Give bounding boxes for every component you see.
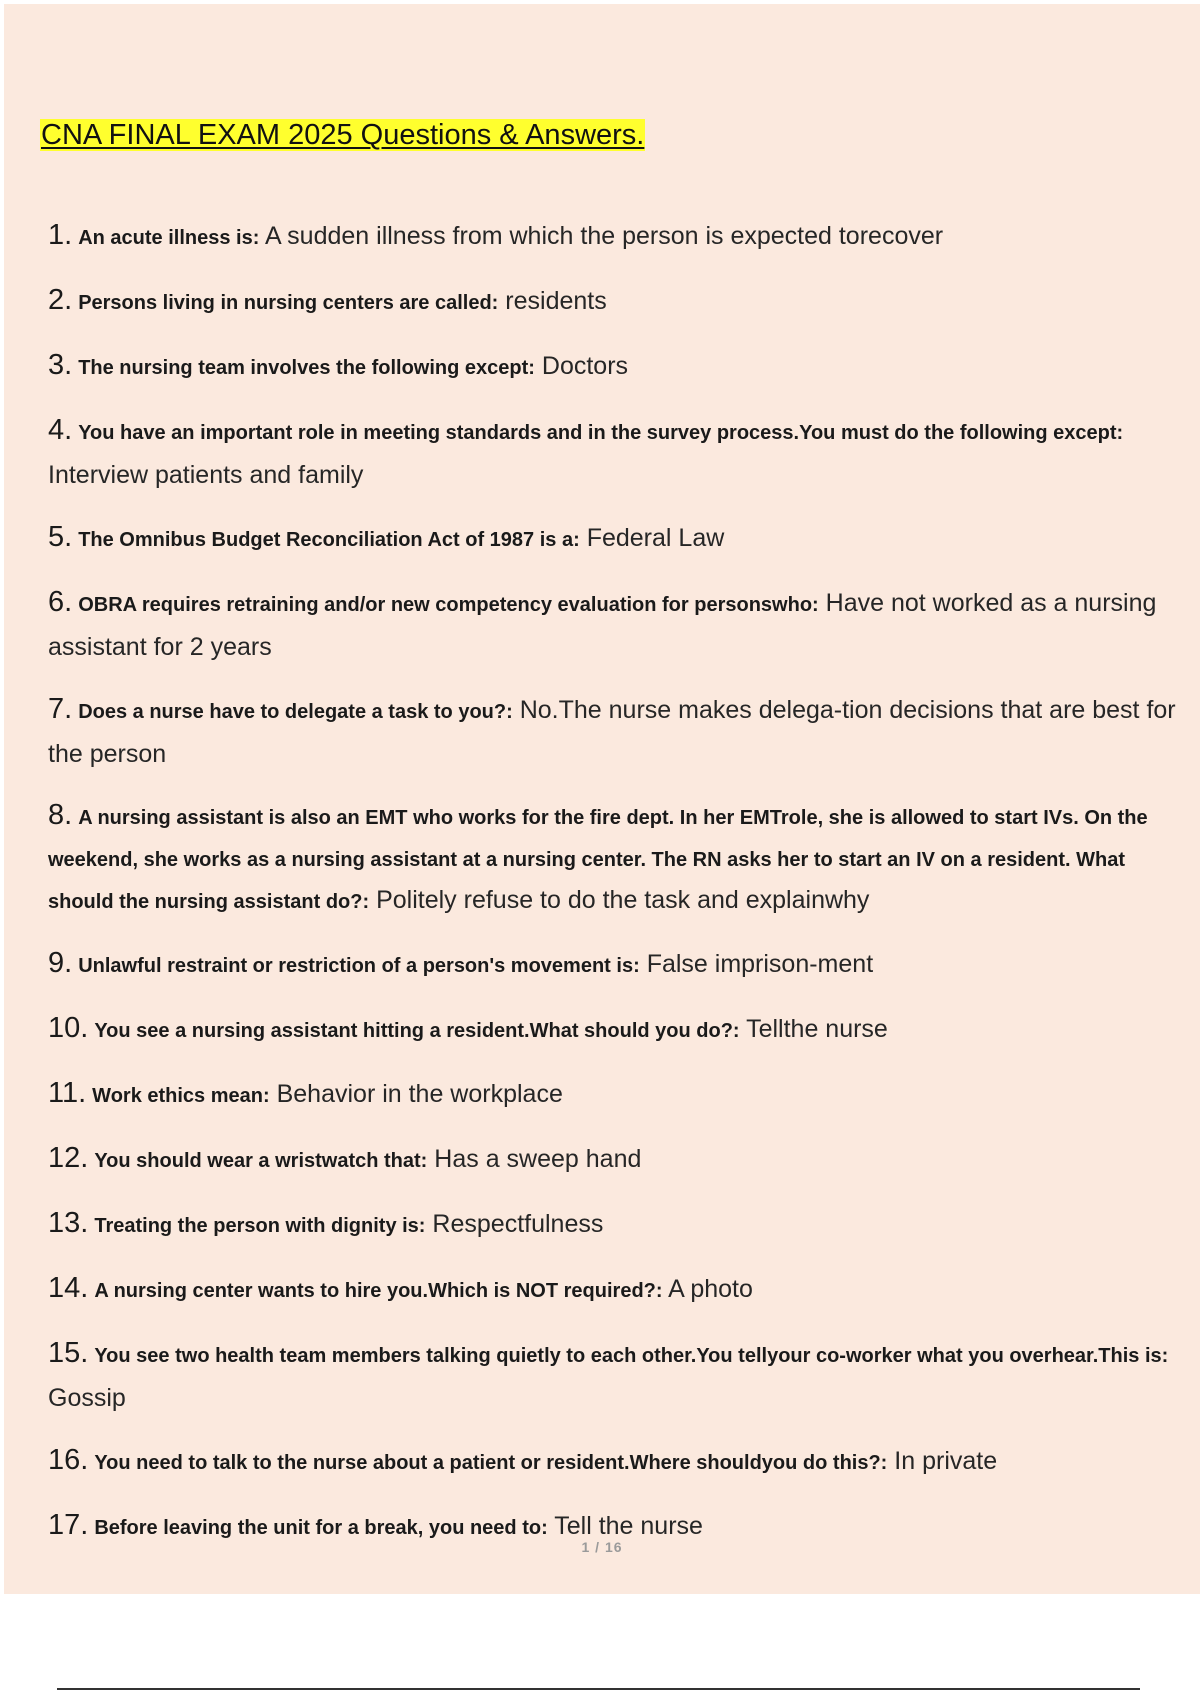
- qa-number: 4.: [48, 414, 73, 446]
- qa-number: 16.: [48, 1444, 89, 1476]
- qa-item: [48, 1007, 1178, 1052]
- qa-item: [48, 516, 1178, 561]
- qa-number: 8.: [48, 799, 73, 831]
- qa-question: Before leaving the unit for a break, you need to:: [94, 1517, 548, 1539]
- qa-number: 11.: [48, 1077, 87, 1109]
- qa-answer: residents: [505, 287, 607, 315]
- qa-number: 2.: [48, 284, 73, 316]
- qa-number: 10.: [48, 1012, 89, 1044]
- qa-question: A nursing assistant is also an EMT who works for the fire dept. In her EMTrole, she is allowed to start IVs. On the weekend, she works as a nursing assistant at a nursing center. The RN asks her to start an IV on a resident. What should the nursing assistant do?:: [48, 807, 1148, 913]
- qa-question: You see a nursing assistant hitting a resident.What should you do?:: [94, 1020, 740, 1042]
- qa-item: [48, 688, 1178, 775]
- qa-item: [48, 1439, 1178, 1484]
- qa-question: Does a nurse have to delegate a task to you?:: [78, 701, 513, 723]
- qa-number: 7.: [48, 693, 73, 725]
- qa-answer: Respectfulness: [432, 1210, 604, 1238]
- qa-question: Persons living in nursing centers are called:: [78, 292, 499, 314]
- qa-answer: Tellthe nurse: [746, 1015, 888, 1043]
- qa-number: 14.: [48, 1272, 89, 1304]
- qa-answer: Federal Law: [586, 524, 725, 552]
- qa-answer: A photo: [668, 1275, 753, 1303]
- qa-answer: Doctors: [541, 352, 629, 380]
- qa-item: [48, 214, 1178, 259]
- qa-item: [48, 1202, 1178, 1247]
- qa-number: 5.: [48, 521, 73, 553]
- qa-question: You have an important role in meeting standards and in the survey process.You must do the following except:: [78, 422, 1124, 444]
- qa-item: [48, 795, 1178, 922]
- qa-answer: False imprison-ment: [646, 950, 874, 978]
- qa-number: 3.: [48, 349, 73, 381]
- qa-answer: Interview patients and family: [48, 461, 364, 489]
- qa-question: The nursing team involves the following except:: [78, 357, 535, 379]
- qa-question: The Omnibus Budget Reconciliation Act of 1987 is a:: [78, 529, 580, 551]
- qa-item: [48, 409, 1178, 496]
- qa-answer: Politely refuse to do the task and explainwhy: [376, 886, 870, 914]
- qa-item: [48, 1332, 1178, 1419]
- document-page: [4, 4, 1200, 1594]
- qa-number: 15.: [48, 1337, 89, 1369]
- qa-answer: Gossip: [48, 1384, 126, 1412]
- qa-question: You need to talk to the nurse about a patient or resident.Where shouldyou do this?:: [94, 1452, 888, 1474]
- qa-question: Unlawful restraint or restriction of a person's movement is:: [78, 955, 640, 977]
- qa-question: A nursing center wants to hire you.Which is NOT required?:: [94, 1280, 663, 1302]
- qa-answer: Have not worked as a nursing assistant for 2 years: [48, 589, 1157, 661]
- qa-number: 12.: [48, 1142, 89, 1174]
- qa-item: [48, 1267, 1178, 1312]
- qa-list: [48, 214, 1178, 1569]
- qa-item: [48, 1137, 1178, 1182]
- qa-answer: In private: [894, 1447, 998, 1475]
- qa-question: An acute illness is:: [78, 227, 260, 249]
- qa-number: 17.: [48, 1509, 89, 1541]
- bottom-divider: [57, 1688, 1140, 1690]
- qa-number: 13.: [48, 1207, 89, 1239]
- qa-question: OBRA requires retraining and/or new competency evaluation for personswho:: [78, 594, 819, 616]
- qa-answer: Tell the nurse: [554, 1512, 703, 1540]
- qa-number: 1.: [48, 219, 73, 251]
- qa-answer: Has a sweep hand: [434, 1145, 642, 1173]
- qa-answer: Behavior in the workplace: [276, 1080, 563, 1108]
- qa-item: [48, 279, 1178, 324]
- qa-question: You see two health team members talking quietly to each other.You tellyour co-worker what you overhear.This is:: [94, 1345, 1169, 1367]
- qa-item: [48, 581, 1178, 668]
- qa-question: Work ethics mean:: [92, 1085, 270, 1107]
- qa-number: 9.: [48, 947, 73, 979]
- qa-question: You should wear a wristwatch that:: [94, 1150, 428, 1172]
- page-title: [40, 116, 645, 154]
- qa-question: Treating the person with dignity is:: [94, 1215, 426, 1237]
- qa-item: [48, 1072, 1178, 1117]
- qa-answer: No.The nurse makes delega-tion decisions that are best for the person: [48, 696, 1176, 768]
- qa-answer: A sudden illness from which the person is expected torecover: [264, 222, 944, 250]
- title-text: CNA FINAL EXAM 2025 Questions & Answers.: [41, 119, 645, 151]
- qa-item: [48, 942, 1178, 987]
- qa-item: [48, 344, 1178, 389]
- page-number: 1 / 16: [581, 1539, 623, 1555]
- qa-number: 6.: [48, 586, 73, 618]
